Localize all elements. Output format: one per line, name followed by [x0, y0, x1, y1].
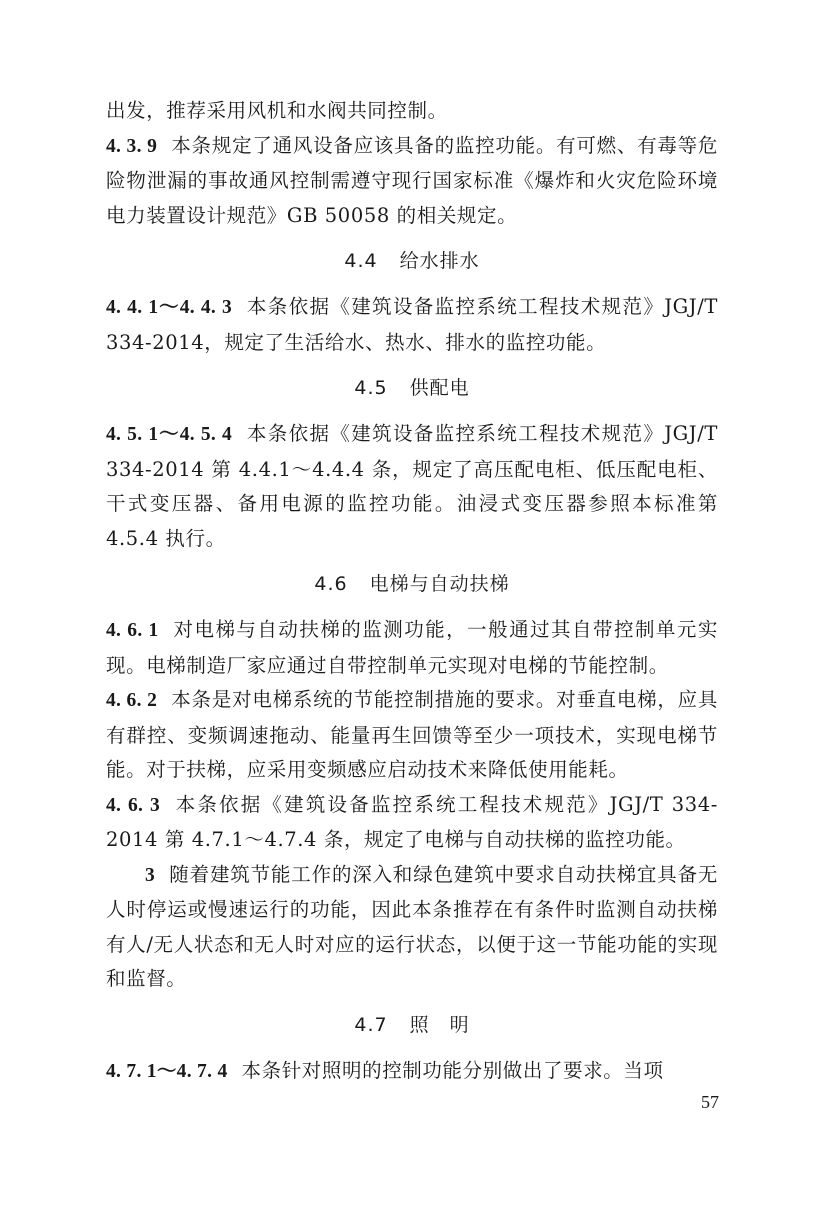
item-text: 随着建筑节能工作的深入和绿色建筑中要求自动扶梯宜具备无人时停运或慢速运行的功能，因此本条推荐在有条件时监测自动扶梯有人/无人状态和无人时对应的运行状态，以便于这一节能功能的实现和监督。: [106, 862, 718, 990]
clause-4-4-1: [106, 290, 718, 360]
intro-text: 出发，推荐采用风机和水阀共同控制。: [106, 99, 448, 122]
clause-4-6-3: [106, 788, 718, 858]
item-number: 3: [145, 864, 156, 886]
section-title: 照 明: [409, 1013, 470, 1036]
clause-text: 本条依据《建筑设备监控系统工程技术规范》JGJ/T 334-2014，规定了生活给水、热水、排水的监控功能。: [106, 295, 718, 354]
clause-text: 本条依据《建筑设备监控系统工程技术规范》JGJ/T 334-2014 第 4.7.1～4.7.4 条，规定了电梯与自动扶梯的监控功能。: [106, 792, 718, 851]
clause-number: 4. 7. 1～4. 7. 4: [106, 1060, 228, 1082]
clause-number: 4. 6. 3: [106, 794, 161, 816]
section-number: 4.5: [354, 377, 388, 399]
clause-number: 4. 6. 1: [106, 620, 159, 641]
clause-text: 本条依据《建筑设备监控系统工程技术规范》JGJ/T 334-2014 第 4.4.1～4.4.4 条，规定了高压配电柜、低压配电柜、干式变压器、备用电源的监控功能。油浸式变压器参照本标准第 4.5.4 执行。: [106, 422, 718, 550]
section-number: 4.6: [314, 573, 348, 595]
clause-4-3-9: [106, 129, 718, 234]
clause-4-7-1: [106, 1054, 718, 1090]
section-heading-4-4: [106, 244, 718, 278]
clause-4-5-1: [106, 417, 718, 556]
clause-number: 4. 3. 9: [106, 135, 158, 157]
page-number: 57: [701, 1092, 719, 1112]
intro-paragraph: [106, 94, 718, 129]
clause-text: 本条针对照明的控制功能分别做出了要求。当项: [241, 1058, 664, 1082]
clause-4-6-2: [106, 683, 718, 788]
clause-4-6-1: [106, 613, 718, 683]
clause-text: 本条是对电梯系统的节能控制措施的要求。对垂直电梯，应具有群控、变频调速拖动、能量再生回馈等至少一项技术，实现电梯节能。对于扶梯，应采用变频感应启动技术来降低使用能耗。: [106, 688, 718, 781]
clause-number: 4. 6. 2: [106, 690, 158, 711]
section-heading-4-6: [106, 567, 718, 601]
section-title: 给水排水: [399, 250, 480, 272]
clause-text: 对电梯与自动扶梯的监测功能，一般通过其自带控制单元实现。电梯制造厂家应通过自带控制单元实现对电梯的节能控制。: [106, 618, 718, 677]
section-heading-4-5: [106, 371, 718, 405]
section-number: 4.4: [344, 250, 378, 272]
clause-number: 4. 4. 1～4. 4. 3: [106, 297, 233, 318]
section-title: 供配电: [409, 377, 470, 399]
clause-number: 4. 5. 1～4. 5. 4: [106, 424, 233, 445]
section-heading-4-7: [106, 1008, 718, 1042]
section-number: 4.7: [354, 1013, 388, 1036]
section-title: 电梯与自动扶梯: [369, 573, 510, 595]
clause-text: 本条规定了通风设备应该具备的监控功能。有可燃、有毒等危险物泄漏的事故通风控制需遵守现行国家标准《爆炸和火灾危险环境电力装置设计规范》GB 50058 的相关规定。: [106, 133, 718, 227]
page-content: [106, 94, 718, 1089]
item-3: [106, 858, 718, 997]
